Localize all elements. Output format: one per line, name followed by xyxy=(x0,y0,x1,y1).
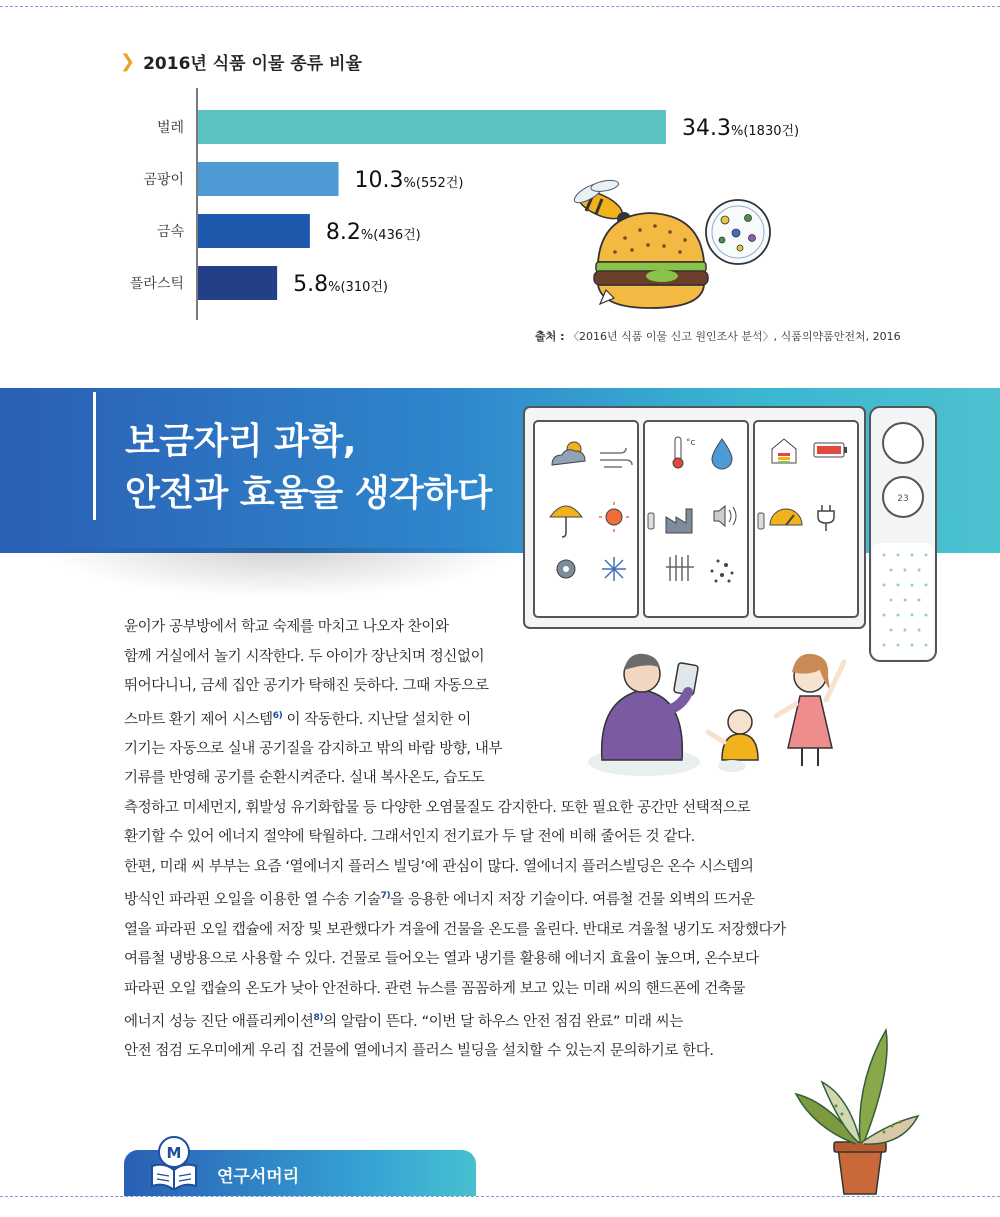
category-label: 곰팡이 xyxy=(143,172,184,188)
banner-shadow xyxy=(40,548,520,598)
category-label: 벌레 xyxy=(156,120,184,136)
body-line: 파라핀 오일 캡슐의 온도가 낮아 안전하다. 관련 뉴스를 꼼꼼하게 보고 있는 미래 씨의 핸드폰에 건축물 xyxy=(124,980,746,997)
footnote-marker[interactable]: 7) xyxy=(380,891,391,902)
body-text-segment: 의 알람이 뜬다. “이번 달 하우스 안전 점검 완료” 미래 씨는 xyxy=(323,1013,683,1030)
data-label-value: 8.2 xyxy=(325,220,361,245)
section-title-line1: 보금자리 과학, xyxy=(125,421,356,462)
body-line: 여름철 냉방용으로 사용할 수 있다. 건물로 들어오는 열과 냉기를 활용해 에너지 효율이 높으며, 온수보다 xyxy=(124,951,759,968)
data-label-unit: % xyxy=(730,124,744,139)
data-label-count: (1830건) xyxy=(743,124,800,139)
section-title-line2: 안전과 효율을 생각하다 xyxy=(125,473,492,514)
data-label xyxy=(326,220,421,245)
data-label-count: (436건) xyxy=(373,228,421,243)
source-text: 〈2016년 식품 이물 신고 원인조사 분석〉, 식품의약품안전처, 2016 xyxy=(564,330,901,343)
chart-source xyxy=(535,328,901,344)
data-label xyxy=(355,168,464,193)
data-label-count: (310건) xyxy=(340,280,389,295)
data-label-value: 5.8 xyxy=(293,272,329,297)
svg-text:°c: °c xyxy=(686,438,696,448)
toddler-figure xyxy=(708,710,758,772)
section-title xyxy=(125,416,492,520)
data-label-count: (552건) xyxy=(415,176,464,191)
body-line: 한편, 미래 씨 부부는 요즘 ‘열에너지 플러스 빌딩’에 관심이 많다. 열에너지 플러스빌딩은 온수 시스템의 xyxy=(124,858,754,875)
body-line: 환기할 수 있어 에너지 절약에 탁월하다. 그래서인지 전기료가 두 달 전에 비해 줄어든 것 같다. xyxy=(124,829,695,846)
data-label xyxy=(293,272,388,297)
body-line: 함께 거실에서 놀기 시작한다. 두 아이가 장난치며 정신없이 xyxy=(124,648,485,665)
data-label-unit: % xyxy=(328,280,341,295)
source-label: 출처 : xyxy=(535,330,565,343)
data-label-value: 10.3 xyxy=(354,168,404,193)
snowflake-icon xyxy=(602,557,626,581)
battery-icon xyxy=(814,443,847,457)
body-text-segment: 스마트 환기 제어 시스템 xyxy=(124,711,273,728)
book-lightbulb-icon xyxy=(148,1134,200,1190)
food-foreign-matter-illustration xyxy=(572,179,770,308)
body-text-segment: 이 작동한다. 지난달 설치한 이 xyxy=(282,711,471,728)
bottom-dashed-border xyxy=(0,1196,1000,1197)
bar-chart xyxy=(0,80,1000,320)
body-line: 기류를 반영해 공기를 순환시켜준다. 실내 복사온도, 습도도 xyxy=(124,770,485,787)
petri-dish-icon xyxy=(706,200,770,264)
body-text-segment: 방식인 파라핀 오일을 이용한 열 수송 기술 xyxy=(124,892,381,909)
category-label: 플라스틱 xyxy=(129,276,184,292)
summary-tab-label[interactable]: 연구서머리 xyxy=(217,1167,300,1187)
burger-icon xyxy=(594,213,708,308)
data-label-unit: % xyxy=(403,176,416,191)
bar xyxy=(198,162,339,196)
smart-window-illustration xyxy=(522,405,867,630)
body-line: 뛰어다니니, 금세 집안 공기가 탁해진 듯하다. 그때 자동으로 xyxy=(124,678,489,694)
body-text-segment: 을 응용한 에너지 저장 기술이다. 여름철 건물 외벽의 뜨거운 xyxy=(390,892,755,909)
body-text-segment: 에너지 성능 진단 애플리케이션 xyxy=(124,1013,314,1030)
chevron-right-icon: ❯ xyxy=(120,51,136,72)
top-dashed-border xyxy=(0,6,1000,7)
body-line: 측정하고 미세먼지, 휘발성 유기화합물 등 다양한 오염물질도 감지한다. 또한 필요한 공간만 선택적으로 xyxy=(124,799,751,816)
bar xyxy=(198,266,277,300)
data-label-value: 34.3 xyxy=(682,116,731,141)
body-line: 기기는 자동으로 실내 공기질을 감지하고 밖의 바람 방향, 내부 xyxy=(124,740,503,757)
family-illustration xyxy=(582,640,862,780)
potted-plant-illustration xyxy=(788,1022,928,1197)
body-line: 열을 파라핀 오일 캡슐에 저장 및 보관했다가 겨울에 건물을 온도를 올린다. 반대로 겨울철 냉기도 저장했다가 xyxy=(124,921,786,938)
data-label xyxy=(682,116,799,141)
data-label-unit: % xyxy=(360,228,374,243)
bar xyxy=(198,214,310,248)
bar xyxy=(198,110,666,144)
father-figure xyxy=(588,654,700,776)
chart-title xyxy=(120,49,362,74)
footnote-marker[interactable]: 8) xyxy=(313,1013,324,1024)
body-line xyxy=(124,882,884,915)
girl-figure xyxy=(776,654,844,766)
category-label: 금속 xyxy=(156,224,184,240)
footnote-marker[interactable]: 6) xyxy=(272,710,283,721)
summary-icon-letter: M xyxy=(166,1144,182,1162)
purifier-display: 23 xyxy=(897,494,909,504)
body-line xyxy=(124,1004,884,1037)
banner-vertical-line xyxy=(93,392,96,520)
body-line: 윤이가 공부방에서 학교 숙제를 마치고 나오자 찬이와 xyxy=(124,619,449,635)
typhoon-icon xyxy=(557,560,575,578)
body-line: 안전 점검 도우미에게 우리 집 건물에 열에너지 플러스 빌딩을 설치할 수 있는지 문의하기로 한다. xyxy=(124,1043,714,1060)
chart-title-text: 2016년 식품 이물 종류 비율 xyxy=(143,54,362,74)
